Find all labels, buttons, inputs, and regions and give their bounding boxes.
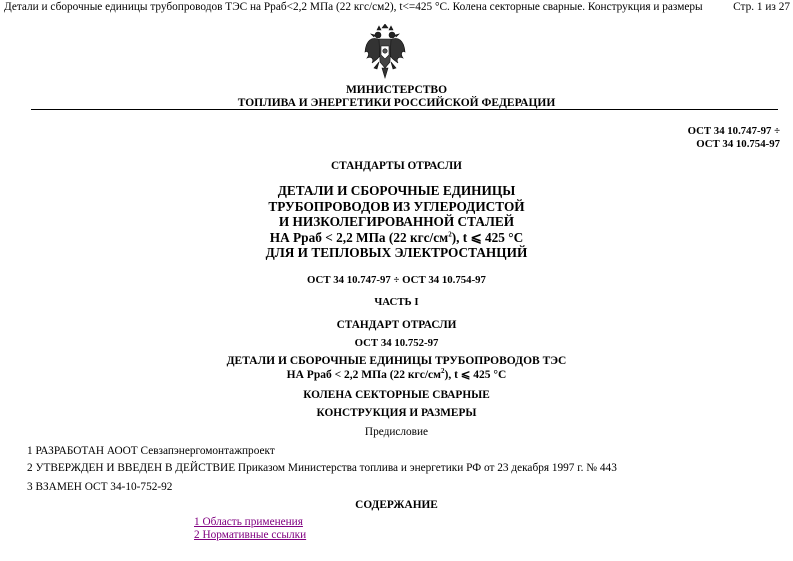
industry-standards-heading: СТАНДАРТЫ ОТРАСЛИ	[331, 160, 462, 172]
ministry-name	[0, 84, 793, 110]
sub-title-temperature: ), t ⩽ 425 °С	[444, 369, 507, 381]
sub-title-superscript: 2	[440, 367, 445, 376]
ministry-line-1: МИНИСТЕРСТВО	[345, 84, 448, 96]
document-header-title: Детали и сборочные единицы трубопроводов ТЭС на Рраб<2,2 МПа (22 кгс/см2), t<=425 °С. Колена секторные сварные. Конструкция и размеры	[4, 1, 703, 13]
page-counter: Стр. 1 из 27	[733, 1, 790, 13]
main-title-pressure: НА Рраб < 2,2 МПа (22 кгс/см	[269, 229, 449, 245]
industry-standard-heading: СТАНДАРТ ОТРАСЛИ	[336, 319, 457, 331]
main-title-temperature: ), t ⩽ 425 °С	[451, 229, 524, 245]
part-label: ЧАСТЬ I	[374, 296, 419, 308]
main-title-line-3: И НИЗКОЛЕГИРОВАННОЙ СТАЛЕЙ	[278, 214, 515, 229]
codes-range: ОСТ 34 10.747-97 ÷ ОСТ 34 10.754-97	[307, 274, 486, 286]
sub-title-line-2	[0, 368, 793, 382]
main-title-line-2: ТРУБОПРОВОДОВ ИЗ УГЛЕРОДИСТОЙ	[268, 198, 525, 214]
main-title-line-4	[0, 230, 793, 246]
toc-link-normative-references[interactable]: 2 Нормативные ссылки	[194, 528, 307, 541]
developed-by: 1 РАЗРАБОТАН АООТ Севзапэнергомонтажпроект	[27, 445, 275, 457]
main-title-line-1: ДЕТАЛИ И СБОРОЧНЫЕ ЕДИНИЦЫ	[277, 183, 516, 198]
construction-heading: КОНСТРУКЦИЯ И РАЗМЕРЫ	[316, 407, 477, 419]
sub-title-pressure: НА Рраб < 2,2 МПа (22 кгс/см	[286, 369, 441, 381]
document-code	[688, 125, 780, 151]
toc-link-scope[interactable]: 1 Область применения	[194, 516, 303, 528]
foreword-heading: Предисловие	[364, 426, 429, 438]
sub-title-line-1: ДЕТАЛИ И СБОРОЧНЫЕ ЕДИНИЦЫ ТРУБОПРОВОДОВ ТЭС	[226, 355, 567, 367]
approved-by: 2 УТВЕРЖДЕН И ВВЕДЕН В ДЕЙСТВИЕ Приказом Министерства топлива и энергетики РФ от 23 декабря 1997 г. № 443	[27, 462, 617, 474]
contents-heading: СОДЕРЖАНИЕ	[355, 499, 438, 511]
document-code-line-2: ОСТ 34 10.754-97	[696, 138, 780, 150]
main-title-superscript: 2	[448, 230, 452, 239]
main-title	[0, 183, 793, 261]
document-code-line-1: ОСТ 34 10.747-97 ÷	[687, 125, 780, 137]
bends-heading: КОЛЕНА СЕКТОРНЫЕ СВАРНЫЕ	[303, 389, 490, 401]
sub-title	[0, 354, 793, 382]
horizontal-rule	[31, 109, 778, 110]
ministry-line-2: ТОПЛИВА И ЭНЕРГЕТИКИ РОССИЙСКОЙ ФЕДЕРАЦИИ	[237, 97, 556, 109]
table-of-contents	[194, 516, 306, 541]
main-title-line-5: ДЛЯ И ТЕПЛОВЫХ ЭЛЕКТРОСТАНЦИЙ	[265, 245, 528, 260]
coat-of-arms-icon	[364, 24, 406, 80]
replaces: 3 ВЗАМЕН ОСТ 34-10-752-92	[27, 481, 173, 493]
standard-number: ОСТ 34 10.752-97	[354, 337, 439, 349]
